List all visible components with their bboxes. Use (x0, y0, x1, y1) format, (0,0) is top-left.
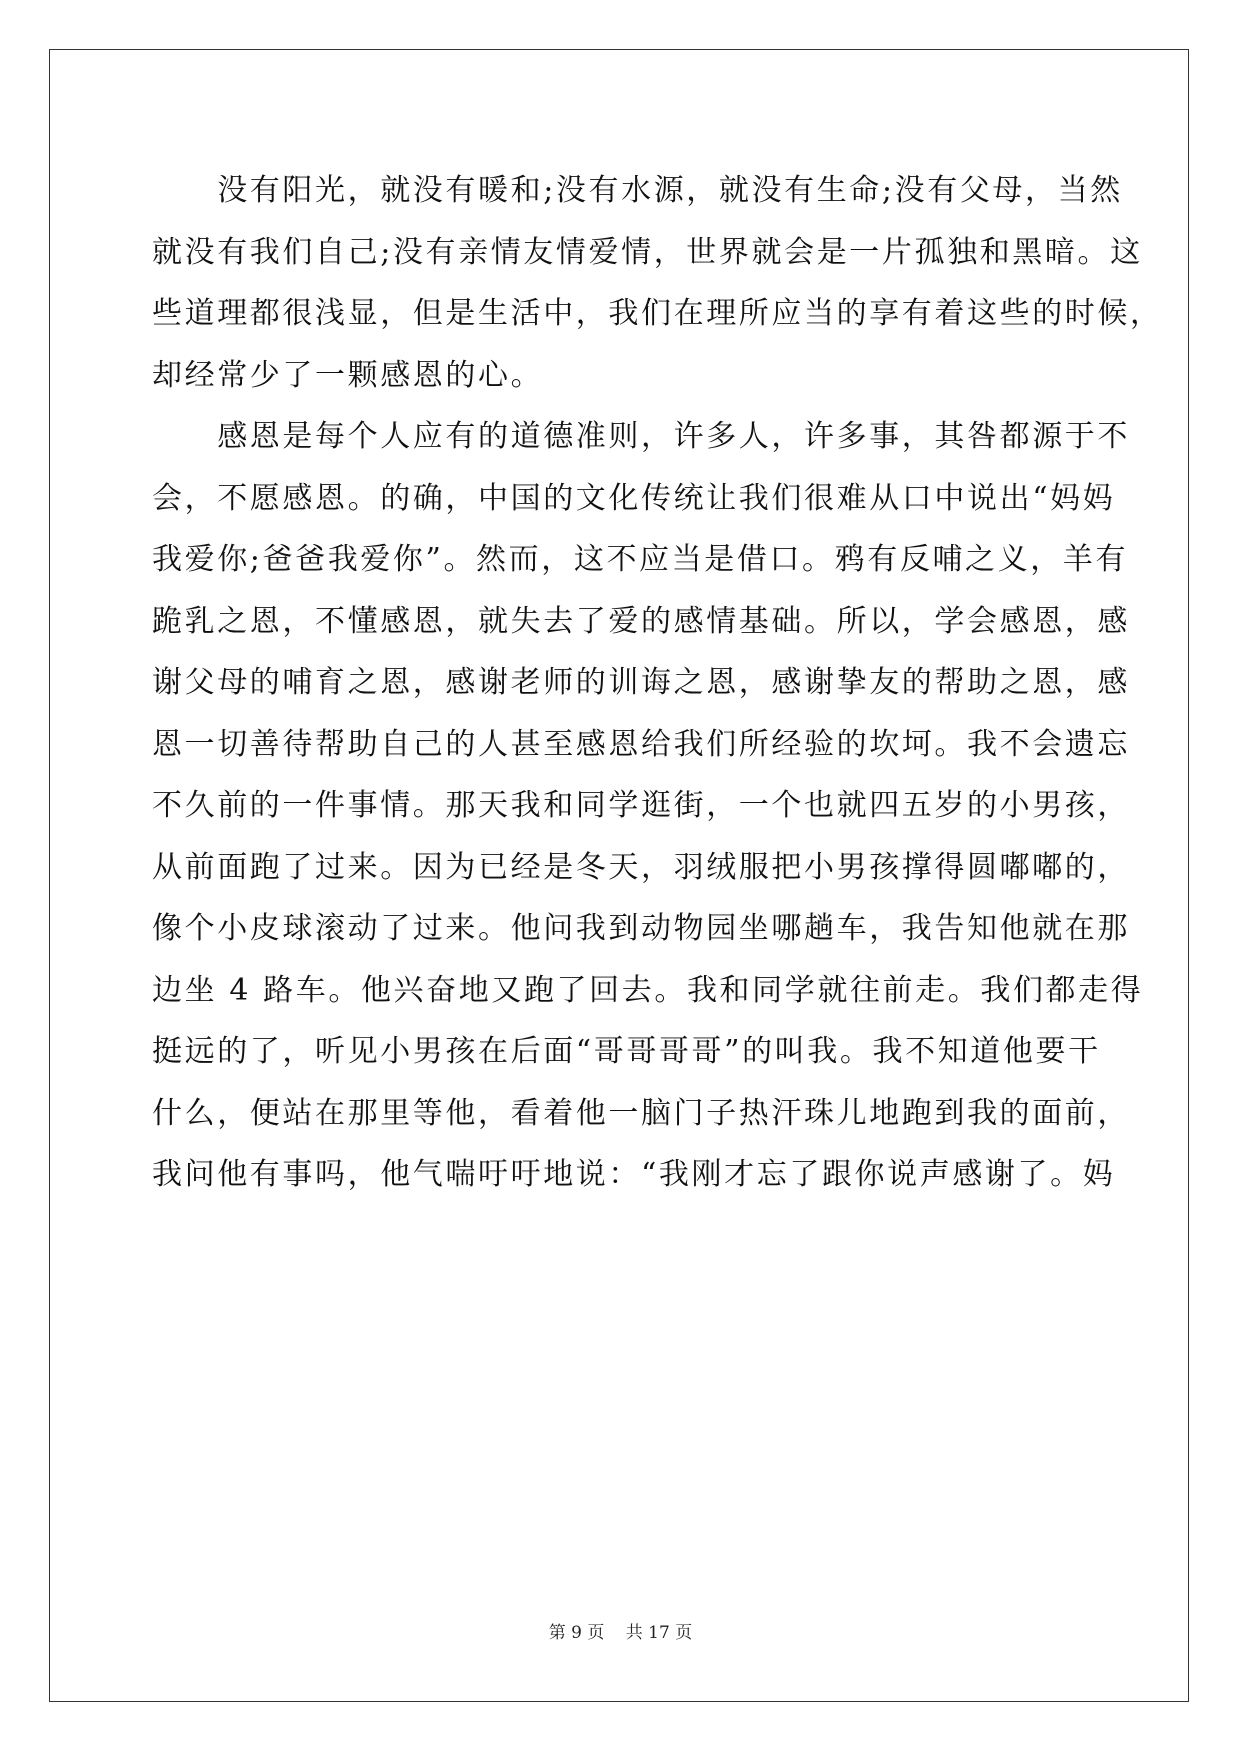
page-footer (0, 1618, 1241, 1643)
text-line: 我爱你;爸爸我爱你”。然而，这不应当是借口。鸦有反哺之义，羊有 (152, 542, 1129, 577)
text-line: 挺远的了，听见小男孩在后面“哥哥哥哥”的叫我。我不知道他要干 (152, 1034, 1101, 1069)
text-line: 跪乳之恩，不懂感恩，就失去了爱的感情基础。所以，学会感恩，感 (152, 603, 1130, 639)
page-total: 共 17 页 (625, 1623, 693, 1643)
text-line: 就没有我们自己;没有亲情友情爱情，世界就会是一片孤独和黑暗。这 (152, 234, 1143, 270)
text-line: 边坐 4 路车。他兴奋地又跑了回去。我和同学就往前走。我们都走得 (152, 972, 1144, 1008)
text-line: 恩一切善待帮助自己的人甚至感恩给我们所经验的坎坷。我不会遗忘 (152, 726, 1130, 762)
text-line: 些道理都很浅显，但是生活中，我们在理所应当的享有着这些的时候， (152, 296, 1163, 331)
text-line: 从前面跑了过来。因为已经是冬天，羽绒服把小男孩撑得圆嘟嘟的， (152, 849, 1130, 885)
paragraph (152, 160, 1163, 406)
document-body (152, 160, 1163, 1206)
text-line: 什么，便站在那里等他，看着他一脑门子热汗珠儿地跑到我的面前， (152, 1095, 1130, 1131)
text-line: 像个小皮球滚动了过来。他问我到动物园坐哪趟车，我告知他就在那 (152, 911, 1130, 946)
paragraph (152, 406, 1144, 1206)
text-line: 会，不愿感恩。的确，中国的文化传统让我们很难从口中说出“妈妈 (152, 480, 1116, 516)
text-line: 谢父母的哺育之恩，感谢老师的训诲之恩，感谢挚友的帮助之恩，感 (152, 665, 1130, 700)
text-line: 感恩是每个人应有的道德准则，许多人，许多事，其咎都源于不 (152, 419, 1130, 454)
text-line: 不久前的一件事情。那天我和同学逛街，一个也就四五岁的小男孩， (152, 788, 1130, 823)
text-line: 却经常少了一颗感恩的心。 (152, 357, 544, 393)
text-line: 没有阳光，就没有暖和;没有水源，就没有生命;没有父母，当然 (152, 173, 1123, 208)
text-line: 我问他有事吗，他气喘吁吁地说：“我刚才忘了跟你说声感谢了。妈 (152, 1157, 1116, 1192)
page-number: 第 9 页 (548, 1623, 605, 1643)
